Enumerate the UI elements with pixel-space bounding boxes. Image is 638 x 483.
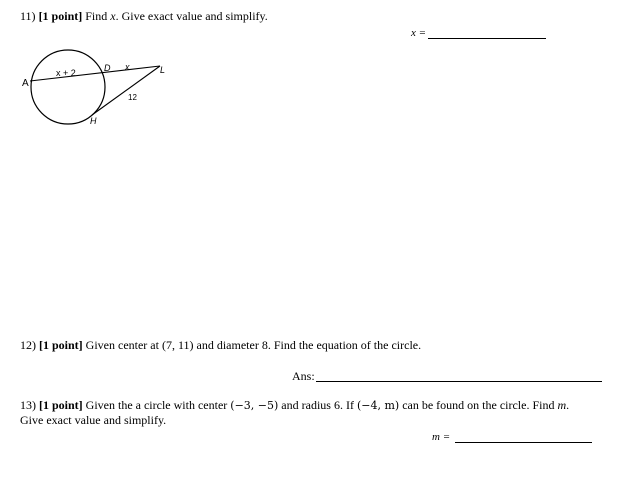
question-12 [20, 338, 421, 353]
q11-text-b: . Give exact value and simplify. [115, 9, 268, 23]
question-13 [20, 398, 569, 413]
q11-points: [1 point] [38, 9, 83, 23]
q11-text-a: Find [85, 9, 108, 23]
label-a: A [22, 78, 29, 89]
label-l: L [160, 65, 166, 75]
secant-line-a-l [30, 66, 160, 81]
label-d: D [104, 63, 111, 73]
question-13-line-2 [20, 413, 166, 428]
circle [31, 50, 105, 124]
q13-text-b: and radius 6. If [281, 398, 354, 412]
q11-var: x [110, 9, 116, 23]
q13-text-c: can be found on the circle. Find [402, 398, 555, 412]
label-12: 12 [128, 93, 137, 102]
q11-answer-label: x = [411, 27, 427, 39]
q13-points: [1 point] [39, 398, 83, 412]
q11-number: 11) [20, 9, 36, 23]
q12-answer-label: Ans: [292, 369, 315, 383]
q13-center: (−3, −5) [230, 399, 279, 412]
q12-number: 12) [20, 338, 36, 352]
q13-answer-label: m = [432, 431, 451, 443]
q13-point: (−4, m) [356, 399, 400, 412]
q13-number: 13) [20, 398, 36, 412]
label-h: H [90, 116, 97, 126]
q13-text-d: . [566, 398, 570, 412]
label-x-plus-2: x + 2 [56, 68, 76, 78]
q12-points: [1 point] [39, 338, 83, 352]
label-x: x [125, 62, 130, 72]
q13-line2: Give exact value and simplify. [20, 413, 167, 427]
q13-var: m [557, 398, 567, 412]
q13-text-a: Given the a circle with center [85, 398, 228, 412]
q13-answer-line[interactable] [455, 442, 592, 443]
q12-text: Given center at (7, 11) and diameter 8. Find the equation of the circle. [85, 338, 422, 352]
q12-answer-line[interactable] [316, 381, 602, 382]
